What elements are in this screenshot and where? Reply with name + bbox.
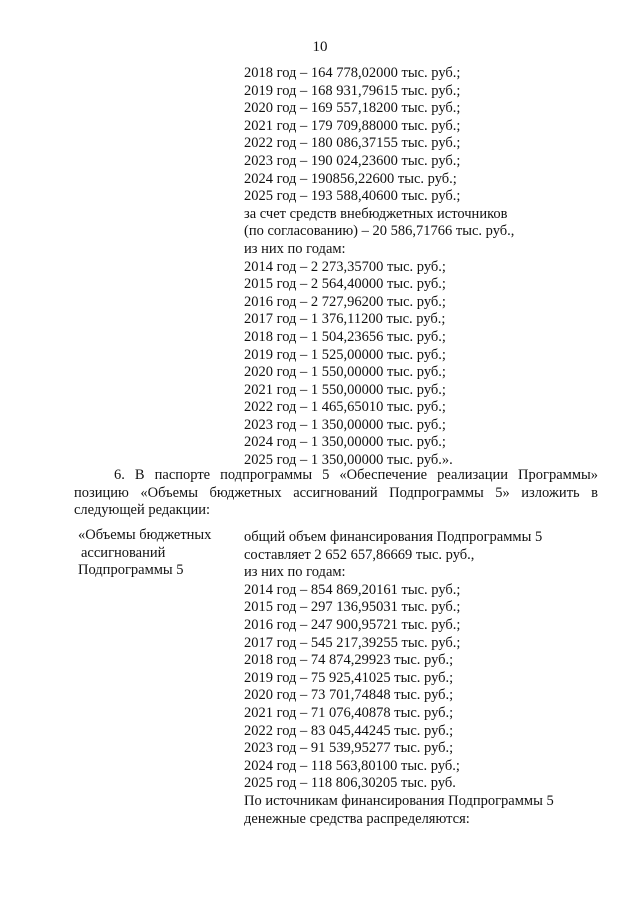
list-line: 2023 год – 1 350,00000 тыс. руб.; [244, 416, 446, 433]
list-line: 2025 год – 193 588,40600 тыс. руб.; [244, 188, 461, 205]
list-line: 2017 год – 1 376,11200 тыс. руб.; [244, 311, 446, 328]
list-line: 2021 год – 179 709,88000 тыс. руб.; [244, 117, 461, 134]
list-line: 2019 год – 75 925,41025 тыс. руб.; [244, 669, 454, 686]
list-line: 2025 год – 118 806,30205 тыс. руб. [244, 775, 456, 792]
list-line: 2024 год – 118 563,80100 тыс. руб.; [244, 757, 460, 774]
list-line: общий объем финансирования Подпрограммы 5 [244, 529, 543, 545]
list-line: 2022 год – 180 086,37155 тыс. руб.; [244, 135, 461, 152]
list-line: за счет средств внебюджетных источников [244, 205, 508, 222]
list-line: 2016 год – 247 900,95721 тыс. руб.; [244, 616, 461, 633]
paragraph-line: позицию «Объемы бюджетных ассигнований Подпрограммы 5» изложить в [74, 484, 598, 501]
list-line: составляет 2 652 657,86669 тыс. руб., [244, 546, 475, 563]
list-line: из них по годам: [244, 240, 346, 257]
list-line: 2018 год – 164 778,02000 тыс. руб.; [244, 65, 461, 81]
funding-list-top [244, 65, 604, 470]
list-line: 2022 год – 83 045,44245 тыс. руб.; [244, 722, 454, 739]
list-line: 2018 год – 74 874,29923 тыс. руб.; [244, 652, 454, 669]
paragraph-6 [74, 467, 598, 520]
list-line: 2014 год – 854 869,20161 тыс. руб.; [244, 581, 461, 598]
paragraph-line: следующей редакции: [74, 502, 211, 519]
list-line: 2024 год – 1 350,00000 тыс. руб.; [244, 434, 446, 451]
budget-allocations-label [78, 527, 238, 580]
list-line: 2019 год – 1 525,00000 тыс. руб.; [244, 346, 446, 363]
list-line: 2016 год – 2 727,96200 тыс. руб.; [244, 293, 446, 310]
list-line: 2020 год – 1 550,00000 тыс. руб.; [244, 364, 446, 381]
list-line: 2023 год – 190 024,23600 тыс. руб.; [244, 152, 461, 169]
list-line: 2025 год – 1 350,00000 тыс. руб.». [244, 452, 453, 469]
list-line: 2023 год – 91 539,95277 тыс. руб.; [244, 740, 454, 757]
label-line: ассигнований [81, 544, 166, 561]
list-line: 2021 год – 71 076,40878 тыс. руб.; [244, 704, 454, 721]
label-line: «Объемы бюджетных [78, 527, 212, 543]
list-line: 2015 год – 297 136,95031 тыс. руб.; [244, 599, 461, 616]
list-line: (по согласованию) – 20 586,71766 тыс. руб., [244, 223, 515, 240]
list-line: 2022 год – 1 465,65010 тыс. руб.; [244, 399, 446, 416]
list-line: 2021 год – 1 550,00000 тыс. руб.; [244, 381, 446, 398]
label-line: Подпрограммы 5 [78, 562, 184, 579]
paragraph-line: 6. В паспорте подпрограммы 5 «Обеспечение реализации Программы» [114, 467, 598, 483]
list-line: из них по годам: [244, 564, 346, 581]
funding-list-bottom [244, 529, 604, 828]
list-line: 2018 год – 1 504,23656 тыс. руб.; [244, 328, 446, 345]
list-line: 2017 год – 545 217,39255 тыс. руб.; [244, 634, 461, 651]
list-line: 2020 год – 169 557,18200 тыс. руб.; [244, 100, 461, 117]
list-line: По источникам финансирования Подпрограммы 5 [244, 792, 554, 809]
list-line: 2014 год – 2 273,35700 тыс. руб.; [244, 258, 446, 275]
list-line: 2020 год – 73 701,74848 тыс. руб.; [244, 687, 454, 704]
list-line: 2024 год – 190856,22600 тыс. руб.; [244, 170, 457, 187]
list-line: денежные средства распределяются: [244, 810, 470, 827]
list-line: 2015 год – 2 564,40000 тыс. руб.; [244, 276, 446, 293]
page-number: 10 [312, 39, 328, 55]
list-line: 2019 год – 168 931,79615 тыс. руб.; [244, 82, 461, 99]
